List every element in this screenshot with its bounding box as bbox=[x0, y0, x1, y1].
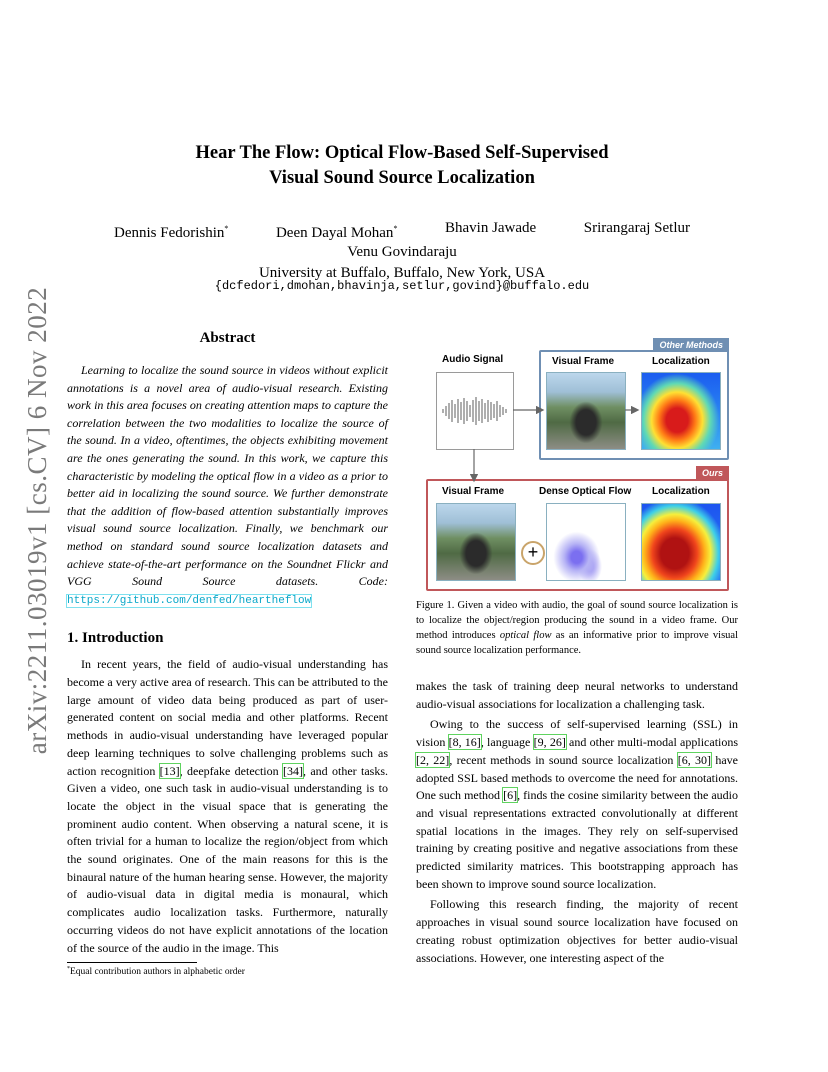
right-column bbox=[416, 330, 738, 967]
localization-label-top: Localization bbox=[652, 356, 710, 367]
left-column bbox=[67, 330, 388, 977]
audio-signal-label: Audio Signal bbox=[442, 354, 504, 365]
visual-frame-label-top: Visual Frame bbox=[552, 356, 615, 367]
dense-optical-flow-label: Dense Optical Flow bbox=[539, 486, 632, 497]
figure-1 bbox=[416, 330, 738, 590]
citation-link[interactable]: [2, 22] bbox=[416, 752, 450, 767]
citation-link[interactable]: [6, 30] bbox=[677, 752, 712, 767]
citation-link[interactable]: [13] bbox=[159, 763, 180, 778]
abstract-heading: Abstract bbox=[199, 330, 256, 346]
author-name: Dennis Fedorishin* bbox=[114, 224, 229, 241]
author-block bbox=[100, 219, 704, 283]
author-row bbox=[100, 219, 704, 243]
citation-link[interactable]: [34] bbox=[282, 763, 303, 778]
abstract-text: Learning to localize the sound source in videos without explicit annotations is a novel area of audio-visual research. Existing work in this area focuses on creating attention maps to capture the correlation between the two modalities to localize the source of the sound. In a video, oftentimes, the objects exhibiting movement are the ones generating the sound. In this work, we capture this characteristic by modeling the optical flow in a video as a prior to better aid in localizing the sound source. We further demonstrate that the addition of flow-based attention substantially improves visual sound source localization. Finally, we benchmark our method on standard sound source localization datasets and achieve state-of-the-art performance on the Soundnet Flickr and VGG Sound Source datasets. Code: https://github.com/denfed/heartheflow bbox=[67, 363, 388, 607]
figure-caption: Figure 1. Given a video with audio, the goal of sound source localization is to localize the object/region producing the sound in a video frame. Our method introduces optical flow as an informative prior to improve visual sound source localization performance. bbox=[416, 600, 739, 656]
footnote-divider bbox=[67, 962, 197, 963]
title-line-2: Visual Sound Source Localization bbox=[269, 168, 535, 188]
code-link[interactable]: https://github.com/denfed/heartheflow bbox=[67, 594, 312, 607]
localization-label-bottom: Localization bbox=[652, 486, 710, 497]
author-name: Bhavin Jawade bbox=[444, 220, 537, 236]
arxiv-id-text: arXiv:2211.03019v1 [cs.CV] 6 Nov 2022 bbox=[22, 286, 53, 754]
optical-flow-image bbox=[546, 503, 626, 581]
visual-frame-label-bottom: Visual Frame bbox=[442, 486, 505, 497]
paper-title bbox=[100, 141, 704, 191]
right-paragraph-1: makes the task of training deep neural networks to understand audio-visual associations for localization a challenging task. bbox=[416, 679, 738, 711]
citation-link[interactable]: [9, 26] bbox=[533, 735, 566, 750]
footnote: *Equal contribution authors in alphabetic order bbox=[67, 966, 245, 978]
other-methods-tag: Other Methods bbox=[653, 338, 729, 352]
right-paragraph-3: Following this research finding, the majority of recent approaches in visual sound source localization have focused on creating robust optimization objectives for better audio-visual associations. However, one interesting aspect of the bbox=[416, 897, 738, 965]
author-name: Deen Dayal Mohan* bbox=[275, 224, 398, 241]
affiliation: University at Buffalo, Buffalo, New York, USA bbox=[258, 265, 546, 281]
intro-paragraph: In recent years, the field of audio-visual understanding has become a very active area of research. This can be attributed to the large amount of video data being produced as part of user-generated content on social media and other platforms. Recent methods in audio-visual understanding have leveraged popular deep learning techniques to solve challenging problems such as action recognition [13], deepfake detection [34], and other tasks. Given a video, one such task in audio-visual understanding is to locate the object in the visual space that is generating the prominent audio content. When observing a natural scene, it is often trivial for a human to localize the region/object from which the sound originates. One of the main reasons for this is the binaural nature of the human hearing sense. However, the majority of audio-visual data in digital media is monaural, which complicates audio localization tasks. Furthermore, naturally occurring videos do not have explicit annotations of the location of the source of the audio in the image. This bbox=[67, 657, 388, 955]
citation-link[interactable]: [8, 16] bbox=[448, 735, 481, 750]
ours-tag: Ours bbox=[696, 466, 729, 480]
plus-icon: + bbox=[521, 541, 545, 565]
localization-heatmap-bottom bbox=[641, 503, 721, 581]
author-emails: {dcfedori,dmohan,bhavinja,setlur,govind}@buffalo.edu bbox=[214, 279, 590, 293]
author-name: Venu Govindaraju bbox=[347, 244, 457, 260]
arxiv-identifier-stamp bbox=[18, 285, 58, 755]
section-heading-introduction: 1. Introduction bbox=[67, 630, 164, 647]
right-paragraph-2: Owing to the success of self-supervised learning (SSL) in vision [8, 16], language [9, 26] and other multi-modal applications [2, 22], recent methods in sound source localization [6, 30] have adopted SSL based methods to overcome the need for annotations. One such method [6], finds the cosine similarity between the audio and visual representations extracted convolutionally at different spatial locations in the images. They rely on self-supervised training by creating positive and negative associations from these predicted similarity matrices. This bootstrapping approach has been shown to improve sound source localization. bbox=[416, 717, 739, 891]
title-line-1: Hear The Flow: Optical Flow-Based Self-Supervised bbox=[195, 143, 609, 163]
citation-link[interactable]: [6] bbox=[503, 788, 518, 803]
visual-frame-image-bottom bbox=[436, 503, 516, 581]
author-name: Srirangaraj Setlur bbox=[583, 220, 690, 236]
